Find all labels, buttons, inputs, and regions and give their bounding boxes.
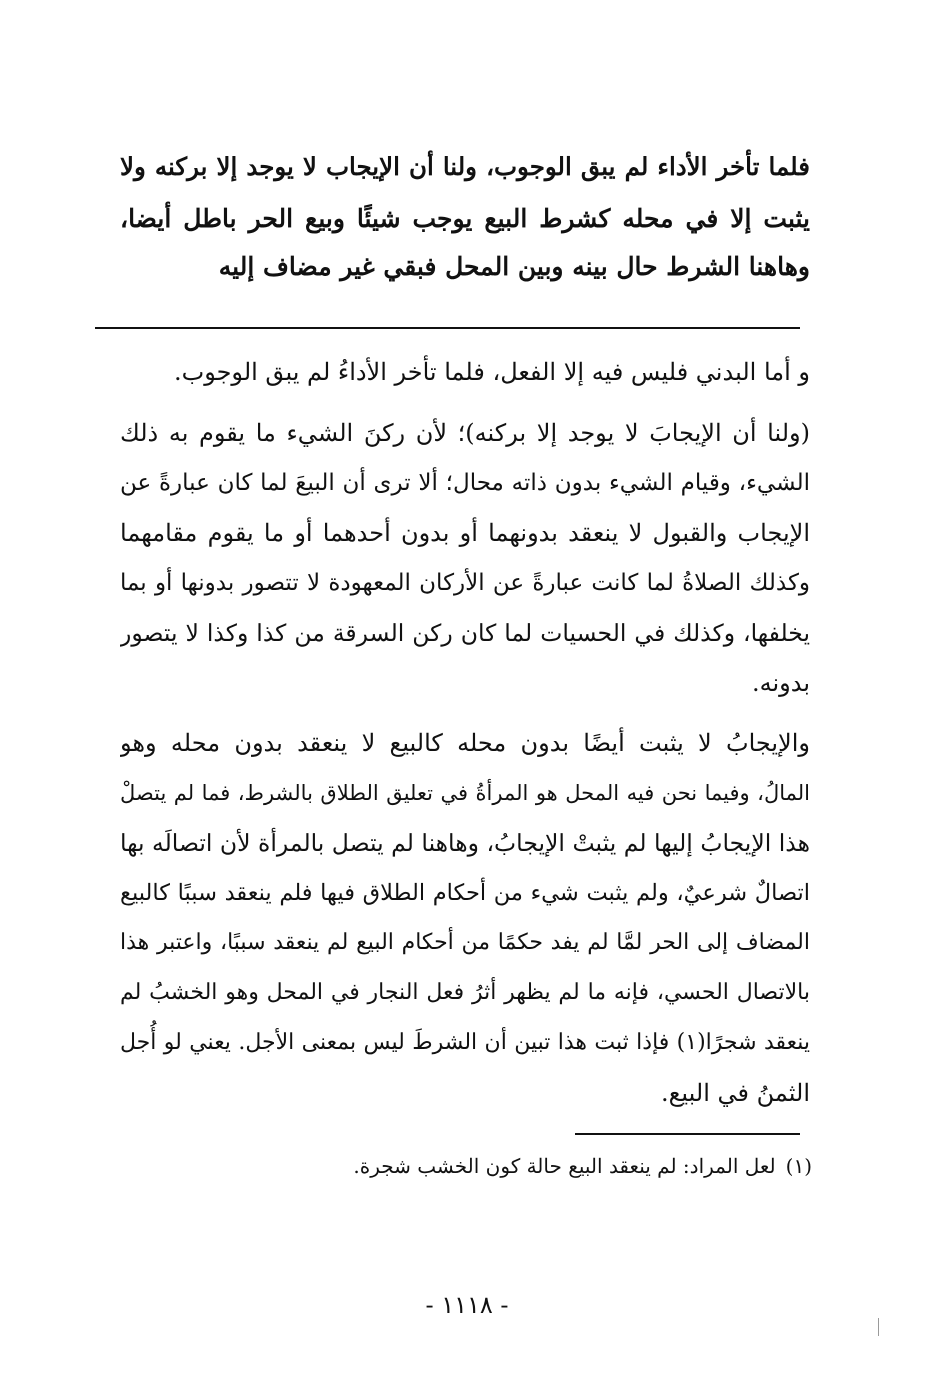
commentary-line: بدونه. xyxy=(751,669,810,697)
scan-edge-mark xyxy=(878,1318,879,1336)
commentary-line: بالاتصال الحسي، فإنه ما لم يظهر أثرُ فعل النجار في المحل وهو الخشبُ لم xyxy=(120,980,810,1005)
commentary-line: والإيجابُ لا يثبت أيضًا بدون محله كالبيع لا ينعقد بدون محله وهو xyxy=(120,729,810,757)
main-text-separator xyxy=(95,327,800,329)
commentary-line: هذا الإيجابُ إليها لم يثبتْ الإيجابُ، وهاهنا لم يتصل بالمرأة لأن اتصالَه بها xyxy=(120,829,810,857)
footnote xyxy=(122,1146,812,1186)
footnote-separator xyxy=(575,1133,800,1135)
commentary-line: الثمنُ في البيع. xyxy=(661,1079,810,1107)
commentary-line: يخلفها، وكذلك في الحسيات لما كان ركن السرقة من كذا وكذا لا يتصور xyxy=(120,619,810,647)
commentary-line: وكذلك الصلاةُ لما كانت عبارةً عن الأركان المعهودة لا تتصور بدونها أو بما xyxy=(120,570,810,596)
commentary-line: الإيجاب والقبول لا ينعقد بدونهما أو بدون أحدهما أو ما يقوم مقامهما xyxy=(120,519,810,547)
footnote-text: لعل المراد: لم ينعقد البيع حالة كون الخشب شجرة. xyxy=(353,1154,776,1178)
commentary-line: الشيء، وقيام الشيء بدون ذاته محال؛ ألا ترى أن البيعَ لما كان عبارةً عن xyxy=(120,470,810,496)
commentary-line: المضاف إلى الحر لمَّا لم يفد حكمًا من أحكام البيع لم ينعقد سببًا، واعتبر هذا xyxy=(120,930,810,955)
commentary-line: المالُ، وفيما نحن فيه المحل هو المرأةُ في تعليق الطلاق بالشرط، فما لم يتصلْ xyxy=(120,781,810,805)
commentary-line: (ولنا أن الإيجابَ لا يوجد إلا بركنه)؛ لأن ركنَ الشيء ما يقوم به ذلك xyxy=(120,419,810,447)
commentary-line: ينعقد شجرًا(١) فإذا ثبت هذا تبين أن الشرطَ ليس بمعنى الأجل. يعني لو أُجل xyxy=(120,1030,810,1055)
main-text-line: فلما تأخر الأداء لم يبق الوجوب، ولنا أن الإيجاب لا يوجد إلا بركنه ولا xyxy=(120,152,810,181)
commentary-line: و أما البدني فليس فيه إلا الفعل، فلما تأخر الأداءُ لم يبق الوجوب. xyxy=(173,358,810,386)
footnote-number: (١) xyxy=(785,1154,812,1178)
main-text-line: يثبت إلا في محله كشرط البيع يوجب شيئًا وبيع الحر باطل أيضا، xyxy=(120,204,810,233)
commentary-line: اتصالٌ شرعيٌ، ولم يثبت شيء من أحكام الطلاق فيها فلم ينعقد سببًا كالبيع xyxy=(120,880,810,906)
page-number: - ١١١٨ - xyxy=(425,1291,509,1319)
main-text-line: وهاهنا الشرط حال بينه وبين المحل فبقي غير مضاف إليه xyxy=(218,252,810,281)
